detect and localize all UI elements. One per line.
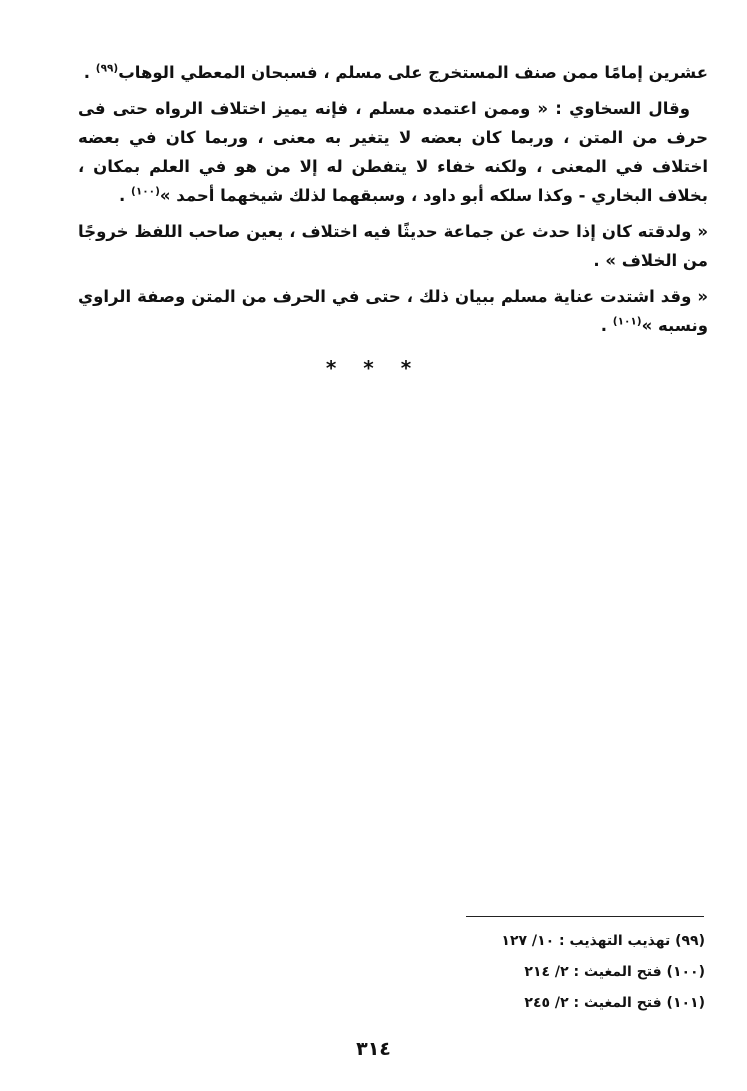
paragraph-2-end: . <box>119 186 132 205</box>
paragraph-2 <box>78 94 708 210</box>
paragraph-1-end: . <box>83 63 96 82</box>
footnote-divider <box>466 916 704 917</box>
paragraph-3-text: « ولدقته كان إذا حدث عن جماعة حديثًا فيه اختلاف ، يعين صاحب اللفظ خروجًا من الخلاف » . <box>78 222 708 270</box>
footnote-100: (١٠٠) فتح المغيث : ٢/ ٢١٤ <box>524 964 705 980</box>
page-number: ٣١٤ <box>356 1038 391 1060</box>
paragraph-3 <box>78 217 708 275</box>
footnotes <box>300 926 705 1019</box>
paragraph-4 <box>78 282 708 340</box>
main-text <box>78 58 708 347</box>
paragraph-1 <box>78 58 708 87</box>
paragraph-4-end: . <box>600 316 613 335</box>
section-ornament: * * * <box>325 356 422 380</box>
paragraph-4-text: « وقد اشتدت عناية مسلم ببيان ذلك ، حتى في الحرف من المتن وصفة الراوي ونسبه » <box>78 287 708 335</box>
paragraph-2-text: وقال السخاوي : « وممن اعتمده مسلم ، فإنه يميز اختلاف الرواه حتى فى حرف من المتن ، وربما كان بعضه لا يتغير به معنى ، وربما كان في بعضه اختلاف في المعنى ، ولكنه خفاء لا يتفطن له إلا من هو في العلم بمكان ، بخلاف البخاري - وكذا سلكه أبو داود ، وسبقهما لذلك شيخهما أحمد » <box>78 99 708 205</box>
footnote-ref-99[interactable]: (٩٩) <box>95 62 119 75</box>
footnote-101: (١٠١) فتح المغيث : ٢/ ٢٤٥ <box>524 995 705 1011</box>
footnote-99: (٩٩) تهذيب التهذيب : ١٠/ ١٢٧ <box>501 933 705 949</box>
footnote-ref-100[interactable]: (١٠٠) <box>131 185 160 198</box>
footnote-ref-101[interactable]: (١٠١) <box>612 315 642 328</box>
paragraph-1-text: عشرين إمامًا ممن صنف المستخرج على مسلم ، فسبحان المعطي الوهاب <box>118 63 708 82</box>
